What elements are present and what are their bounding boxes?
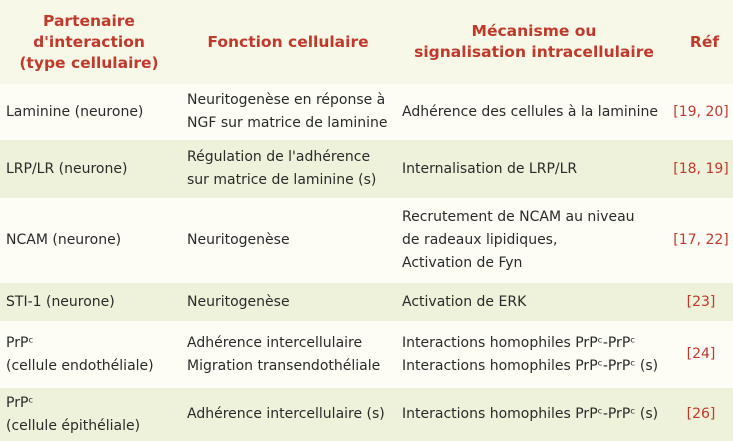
table-row [0,198,733,283]
cell-partner: PrPᶜ (cellule endothéliale) [6,334,154,374]
header-fonction: Fonction cellulaire [207,32,369,51]
cell-mecanisme: Adhérence des cellules à la laminine [402,103,659,120]
cell-mecanisme: Interactions homophiles PrPᶜ-PrPᶜ Interactions homophiles PrPᶜ-PrPᶜ (s) [402,334,659,374]
cell-partner: STI-1 (neurone) [6,293,115,310]
table-row [0,283,733,321]
cell-ref: [19, 20] [673,103,729,120]
table-header [0,0,733,84]
cell-fonction: Neuritogenèse [187,232,290,248]
cell-partner: PrPᶜ (cellule épithéliale) [6,394,141,434]
cell-fonction: Adhérence intercellulaire (s) [187,406,385,422]
cell-mecanisme: Internalisation de LRP/LR [402,160,578,177]
table-row [0,140,733,198]
header-partner: Partenaire d'interaction (type cellulaire) [19,11,159,72]
cell-ref: [23] [686,293,716,310]
cell-fonction: Adhérence intercellulaire Migration transendothéliale [187,334,381,374]
cell-mecanisme: Interactions homophiles PrPᶜ-PrPᶜ (s) [402,406,659,422]
cell-partner: Laminine (neurone) [6,103,144,120]
table-row [0,321,733,388]
cell-fonction: Neuritogenèse en réponse à NGF sur matrice de laminine [187,92,388,131]
cell-partner: LRP/LR (neurone) [6,160,128,177]
header-ref: Réf [689,32,720,51]
header-mecanisme: Mécanisme ou signalisation intracellulaire [414,22,654,61]
cell-fonction: Neuritogenèse [187,293,290,310]
cell-ref: [24] [686,346,716,362]
cell-fonction: Régulation de l'adhérence sur matrice de laminine (s) [187,149,377,188]
cell-partner: NCAM (neurone) [6,232,122,248]
cell-mecanisme: Recrutement de NCAM au niveau de radeaux lipidiques, Activation de Fyn [402,209,635,271]
table-row [0,84,733,140]
cell-ref: [26] [686,406,716,422]
cell-ref: [17, 22] [673,232,729,248]
cell-mecanisme: Activation de ERK [402,293,527,310]
table-row [0,388,733,441]
cell-ref: [18, 19] [673,160,729,177]
